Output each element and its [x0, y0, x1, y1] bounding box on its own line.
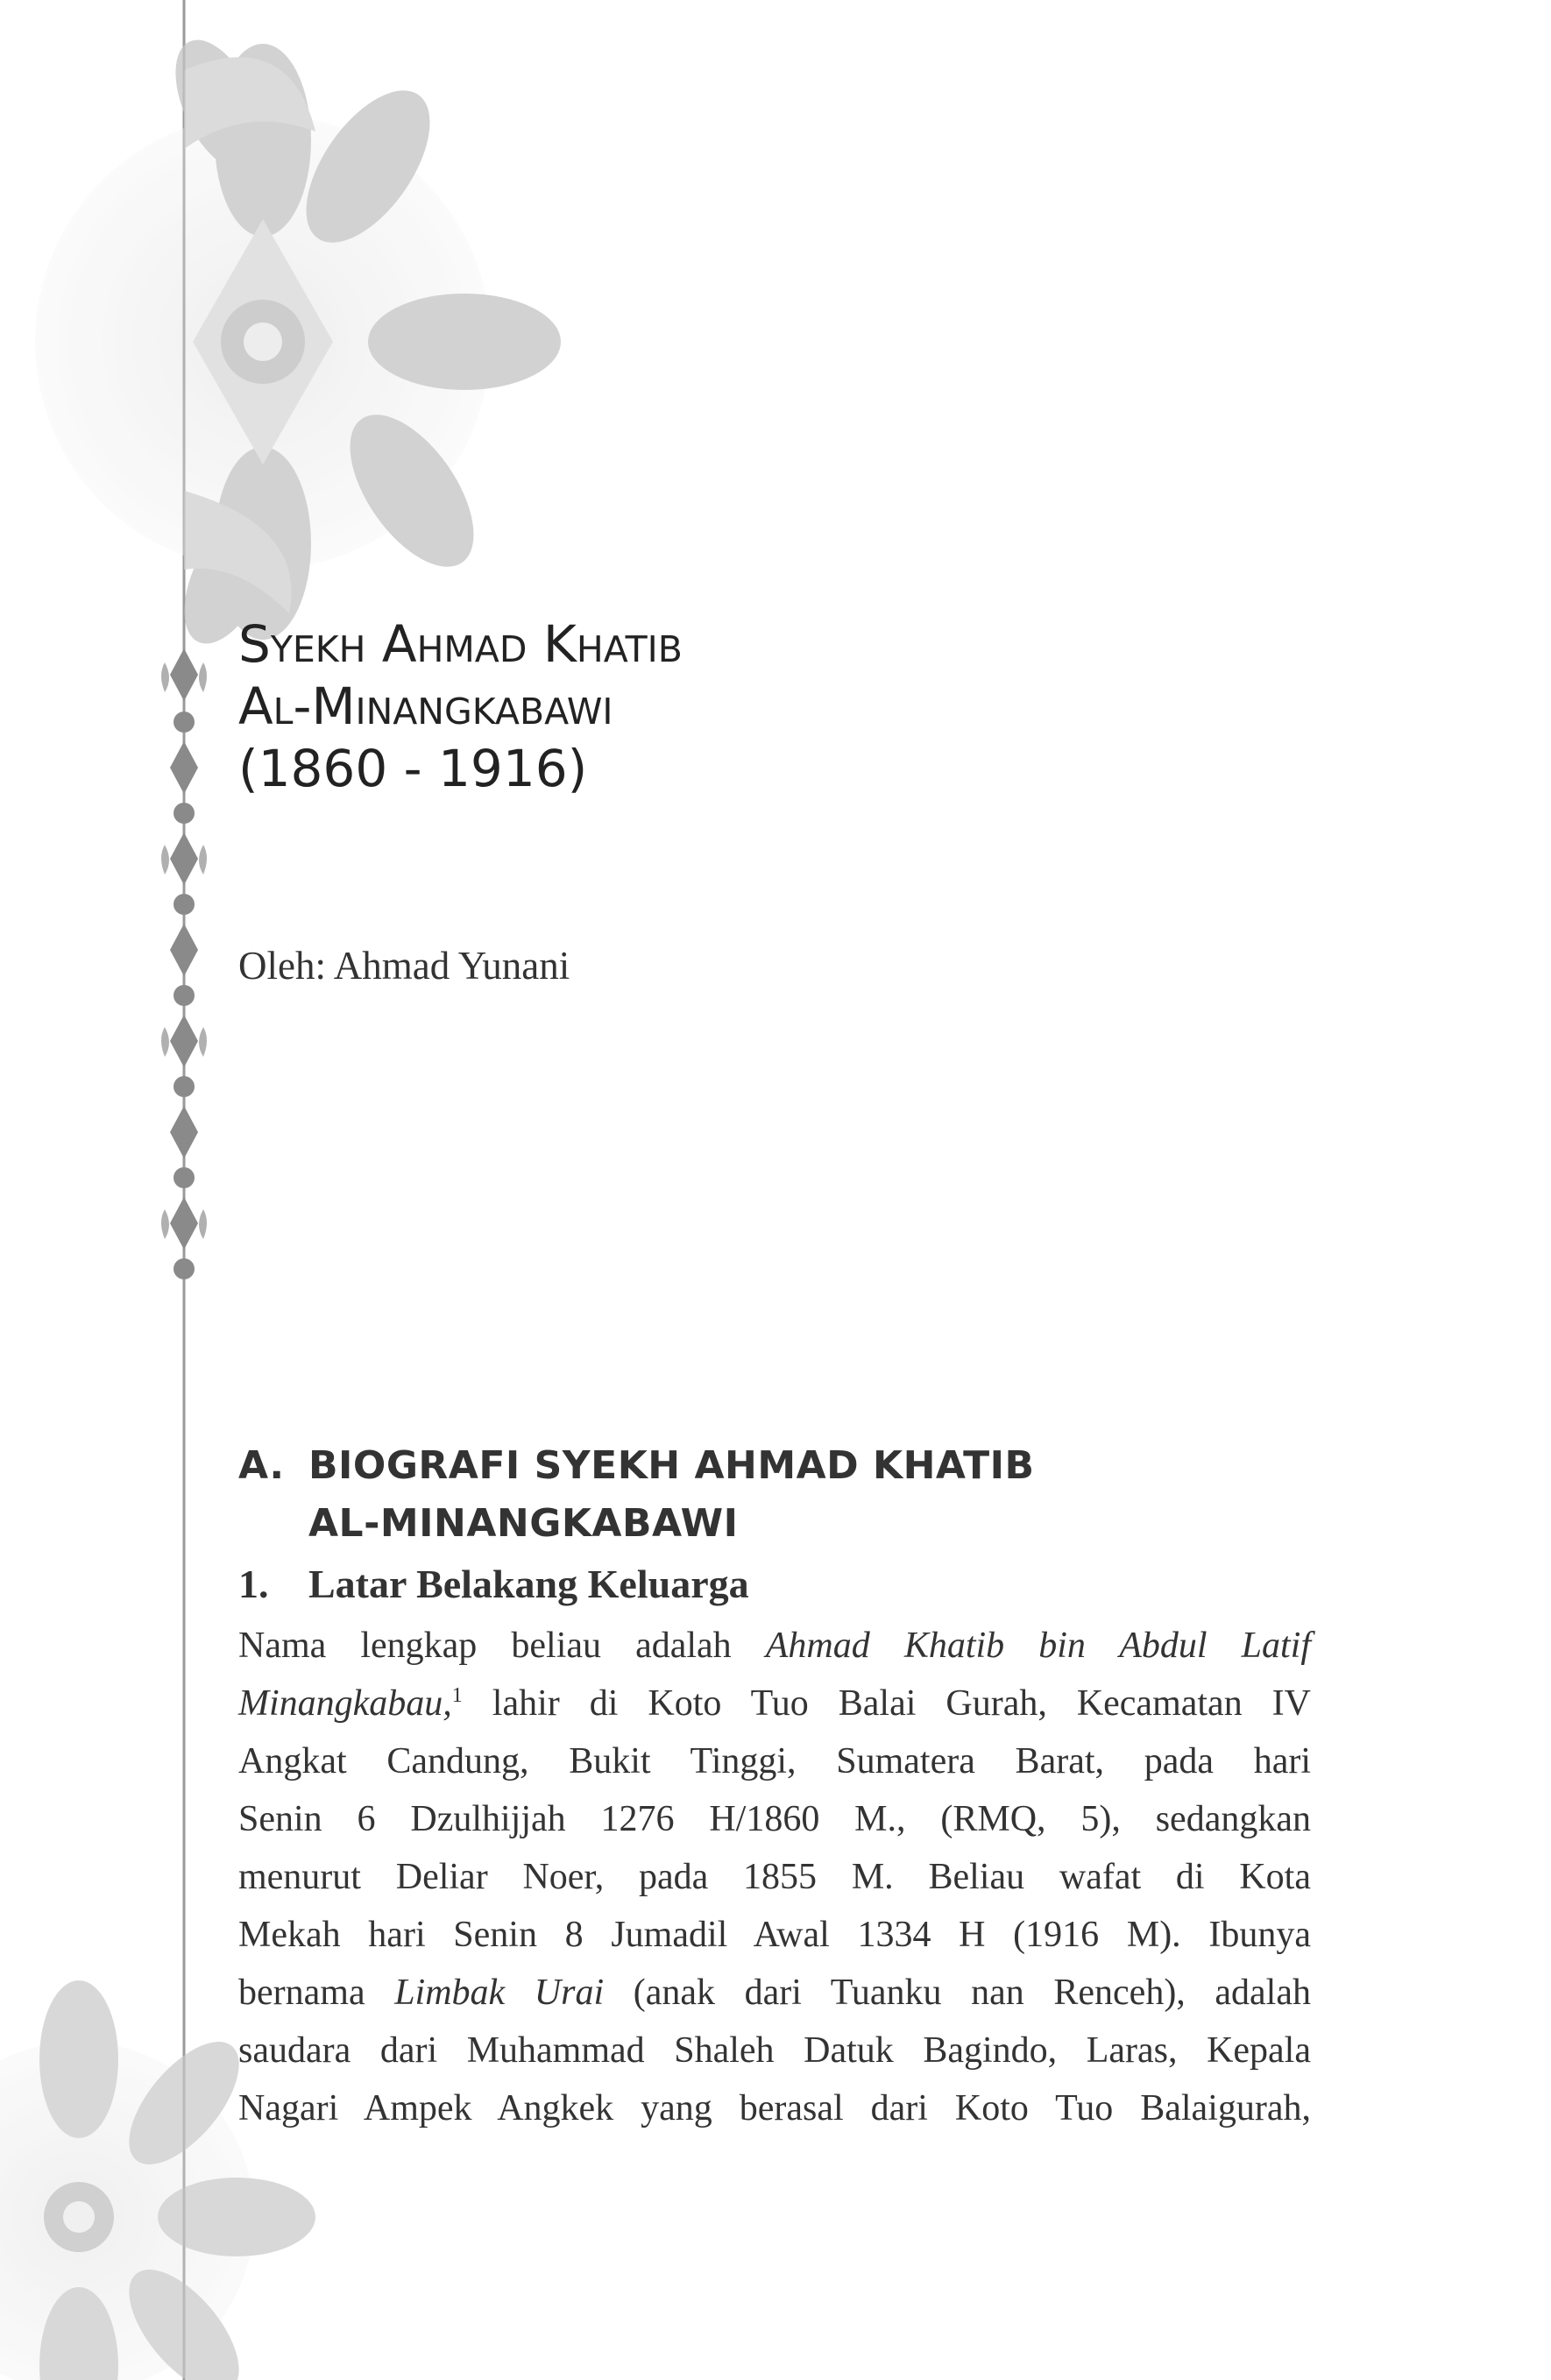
text-line — [238, 1617, 1311, 1675]
text-line: Angkat Candung, Bukit Tinggi, Sumatera Barat, pada hari — [238, 1741, 1311, 1781]
beaded-border-ornament — [161, 648, 207, 1279]
footnote-marker[interactable]: 1 — [451, 1684, 463, 1707]
text-run: lahir di Koto Tuo Balai Gurah, Kecamatan IV — [462, 1683, 1311, 1724]
text-line: saudara dari Muhammad Shaleh Datuk Bagindo, Laras, Kepala — [238, 2030, 1311, 2071]
chapter-title — [238, 613, 683, 799]
text-line — [238, 1675, 1311, 1732]
text-line: Mekah hari Senin 8 Jumadil Awal 1334 H (1916 M). Ibunya — [238, 1915, 1311, 1955]
text-line: menurut Deliar Noer, pada 1855 M. Beliau wafat di Kota — [238, 1857, 1311, 1897]
section-heading — [238, 1437, 1035, 1553]
italic-name: Limbak Urai — [394, 1973, 605, 2013]
text-run: bernama — [238, 1973, 395, 2013]
chapter-title-line-2: Al-Minangkabawi — [238, 676, 613, 736]
author-byline: Oleh: Ahmad Yunani — [238, 944, 570, 988]
section-title-line-1: BIOGRAFI SYEKH AHMAD KHATIB — [308, 1443, 1035, 1488]
text-line: Senin 6 Dzulhijjah 1276 H/1860 M., (RMQ, 5), sedangkan — [238, 1799, 1311, 1839]
body-paragraph — [238, 1617, 1311, 2137]
section-title-line-2: AL-MINANGKABAWI — [308, 1501, 739, 1546]
mandala-ornament-top — [35, 27, 561, 657]
subsection-number: 1. — [238, 1562, 269, 1606]
text-line — [238, 1964, 1311, 2022]
text-run: (anak dari Tuanku nan Renceh), adalah — [604, 1973, 1311, 2013]
section-number: A. — [238, 1443, 285, 1488]
text-line: Nagari Ampek Angkek yang berasal dari Koto Tuo Balaigurah, — [238, 2088, 1311, 2129]
subsection-title: Latar Belakang Keluarga — [308, 1562, 749, 1606]
text-run: Nama lengkap beliau adalah — [238, 1626, 766, 1666]
italic-name: Ahmad Khatib bin Abdul Latif — [765, 1626, 1312, 1666]
chapter-title-line-1: Syekh Ahmad Khatib — [238, 614, 683, 674]
subsection-heading — [238, 1558, 749, 1611]
italic-name: Minangkabau, — [238, 1683, 452, 1724]
chapter-title-line-3: (1860 - 1916) — [238, 738, 588, 798]
